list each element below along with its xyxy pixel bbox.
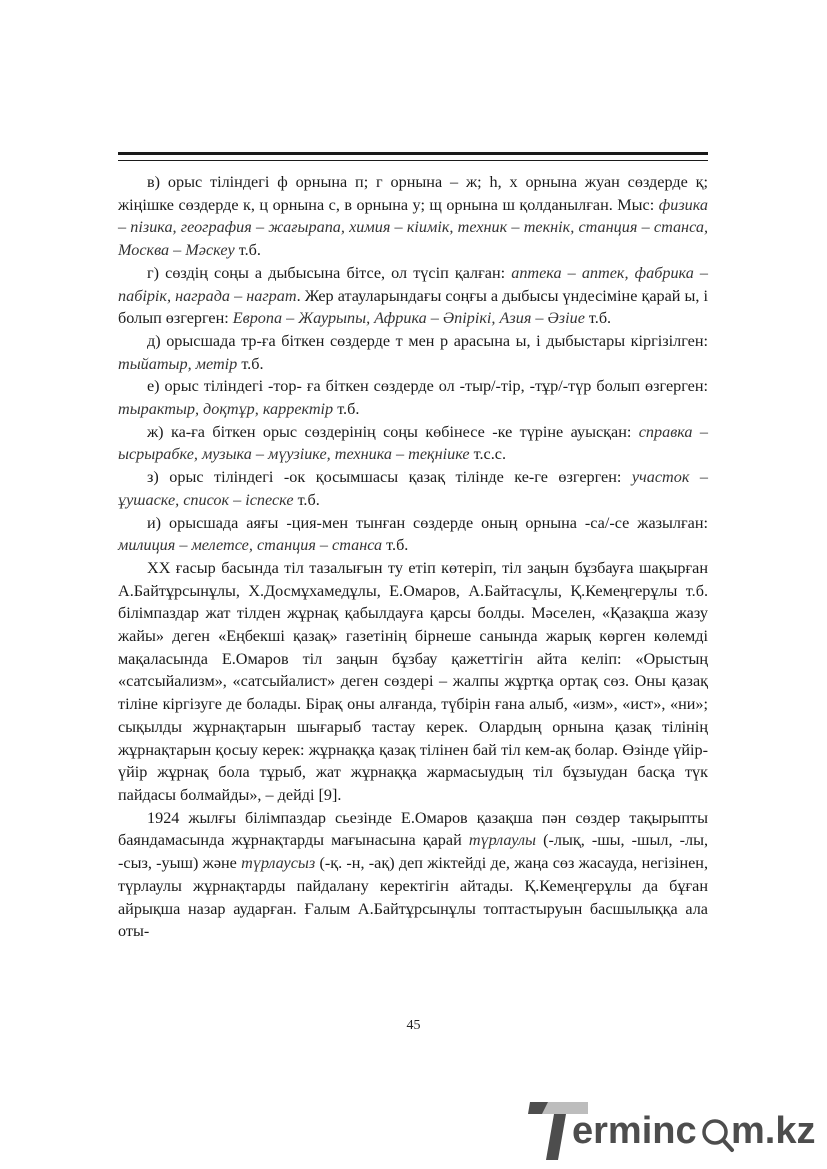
text-run: . Жер атауларындағы соңғы а дыбысы үндесіміне қарай ы, і болып өзгерген: <box>118 286 709 328</box>
italic-example: Европа – Жаурыпы, Африка – Әпірікі, Азия – Әзіие <box>232 309 585 328</box>
logo-wordmark: Termincom.kz <box>528 1096 534 1097</box>
italic-example: аптека – аптек, фабрика – пабірік, награда – награт <box>118 263 708 305</box>
text-run: (-лық, -шы, -шыл, -лы, -сыз, -уыш) және <box>118 831 708 873</box>
text-run: т.б. <box>237 354 264 373</box>
page-number: 45 <box>406 1018 421 1033</box>
text-run: ХХ ғасыр басында тіл тазалығын ту етіп көтеріп, тіл заңын бұзбауға шақырған А.Байтұрсынұлы, Х.Досмұхамедұлы, Е.Омаров, А.Байтасұлы, Қ.Кемеңгерұлы т.б. білімпаздар жат тілден жұрнақ қабылдауға қарсы болды. Мәселен, «Қазақша жазу жайы» деген «Еңбекші қазақ» газетінің бірнеше санында жарық көрген көлемді мақаласында Е.Омаров тіл заңын бұзбау қажеттігін айта келіп: «Орыстың «сатсыйализм», «сатсыйалист» деген сөздері – жалпы жұртқа ортақ сөз. Оны қазақ тіліне кіргізуге де болады. Бірақ оны алғанда, түбірін ғана алыб, «изм», «ист», «ни»; сықылды жұрнақтарын шығарыб тастау керек. Олардың орнына қазақ тілінің жұрнақтарын қосыу керек: жұрнаққа қазақ тілінен бай тіл кем-ақ болар. Өзінде үйір-үйір жұрнақ бола тұрыб, жат жұрнаққа жармасыудың тіл бұзыудан басқа түк пайдасы болмайды», – дейді [9]. <box>118 558 708 804</box>
italic-example: тыйатыр, метір <box>118 354 238 373</box>
text-run: т.б. <box>584 309 612 328</box>
text-run: з) орыс тіліндегі -ок қосымшасы қазақ тілінде ке-ге өзгерген: <box>147 468 632 487</box>
paragraph <box>118 375 708 420</box>
text-run: ж) ка-ға біткен орыс сөздерінің соңы көбінесе -ке түріне ауысқан: <box>147 422 639 441</box>
paragraph <box>118 421 708 466</box>
termincom-logo <box>528 1096 818 1162</box>
text-run: д) орысшада тр-ға біткен сөздерде т мен р арасына ы, і дыбыстары кіргізілген: <box>147 331 708 350</box>
italic-example: түрлаусыз <box>241 854 316 873</box>
italic-example: справка – ысрырабке, музыка – мүузіике, техника – теқніике <box>118 422 708 464</box>
text-run: в) орыс тіліндегі ф орнына п; г орнына – ж; h, х орнына жуан сөздерде қ; жіңішке сөздерде к, ц орнына с, в орнына у; щ орнына ш қолданылған. Мыс: <box>118 173 708 214</box>
header-rule-thick <box>118 152 708 155</box>
text-run: (-қ. -н, -ақ) деп жіктейді де, жаңа сөз жасауда, негізінен, түрлаулы жұрнақтарды пайдалану керектігін айтады. Қ.Кемеңгерұлы да бұған айрықша назар аударған. Ғалым А.Байтұрсынұлы топтастыруын басшылыққа ала оты- <box>118 854 709 941</box>
paragraph <box>118 171 708 262</box>
header-rule-thin <box>118 160 708 161</box>
logo-text-m-kz: m.kz <box>731 1110 816 1152</box>
text-run: т.б. <box>333 400 360 419</box>
text-run: т.б. <box>293 490 320 509</box>
paragraph <box>118 557 708 807</box>
text-run: е) орыс тіліндегі -тор- ға біткен сөздерде ол -тыр/-тір, -тұр/-түр болып өзгерген: <box>147 377 708 396</box>
italic-example: физика – пізика, география – жағырапа, химия – кіимік, техник – текнік, станция – станса, Москва – Мәскеу <box>118 195 708 260</box>
body-text <box>118 171 708 943</box>
text-run: т.б. <box>234 241 261 260</box>
italic-example: милиция – мелетсе, станция – станса <box>118 536 383 555</box>
italic-example: тырактыр, доқтұр, карректір <box>118 400 334 419</box>
text-run: г) сөздің соңы а дыбысына бітсе, ол түсіп қалған: <box>147 263 512 282</box>
text-run: т.б. <box>382 536 409 555</box>
paragraph <box>118 512 708 557</box>
paragraph <box>118 466 708 511</box>
text-run: 1924 жылғы білімпаздар сьезінде Е.Омаров қазақша пән сөздер тақырыпты баяндамасында жұрнақтарды мағынасына қарай <box>118 808 708 850</box>
paragraph <box>118 262 708 330</box>
text-run: т.с.с. <box>469 445 507 464</box>
magnifier-icon <box>704 1121 732 1150</box>
logo-text-erminc: erminc <box>572 1110 697 1152</box>
paragraph <box>118 807 708 943</box>
italic-example: участок – ұушаске, список – іспеске <box>118 468 708 509</box>
paragraph <box>118 330 708 375</box>
logo-t-stem <box>546 1114 566 1160</box>
italic-example: түрлаулы <box>468 831 537 850</box>
text-run: и) орысшада аяғы -ция-мен тынған сөздерде оның орнына -са/-се жазылған: <box>147 513 708 532</box>
